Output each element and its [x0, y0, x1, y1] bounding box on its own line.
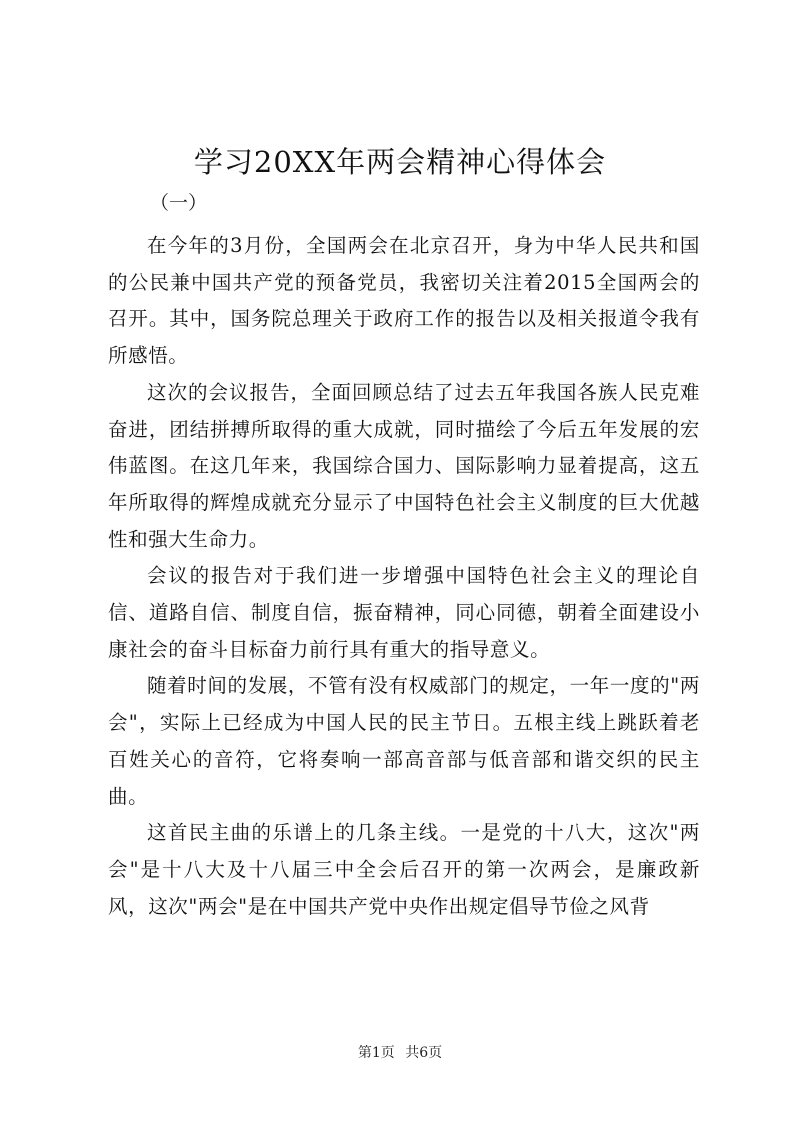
paragraph-2: 这次的会议报告，全面回顾总结了过去五年我国各族人民克难奋进，团结拼搏所取得的重大成就，同时描绘了今后五年发展的宏伟蓝图。在这几年来，我国综合国力、国际影响力显着提高，这五年所取得的辉煌成就充分显示了中国特色社会主义制度的巨大优越性和强大生命力。 [108, 380, 700, 551]
page-total: 共6页 [405, 1045, 443, 1061]
document-title: 学习20XX年两会精神心得体会 [193, 145, 607, 179]
page-footer [0, 1043, 800, 1063]
paragraph-5: 这首民主曲的乐谱上的几条主线。一是党的十八大，这次"两会"是十八大及十八届三中全会后召开的第一次两会，是廉政新风，这次"两会"是在中国共产党中央作出规定倡导节俭之风背 [108, 821, 700, 918]
document-body [108, 228, 700, 925]
paragraph-1: 在今年的3月份，全国两会在北京召开，身为中华人民共和国的公民兼中国共产党的预备党员，我密切关注着2015全国两会的召开。其中，国务院总理关于政府工作的报告以及相关报道令我有所感悟。 [108, 234, 700, 368]
page-number: 第1页 [357, 1045, 395, 1061]
paragraph-4: 随着时间的发展，不管有没有权威部门的规定，一年一度的"两会"，实际上已经成为中国人民的民主节日。五根主线上跳跃着老百姓关心的音符，它将奏响一部高音部与低音部和谐交织的民主曲。 [108, 674, 700, 808]
section-marker: （一） [150, 192, 208, 214]
paragraph-3: 会议的报告对于我们进一步增强中国特色社会主义的理论自信、道路自信、制度自信，振奋精神，同心同德，朝着全面建设小康社会的奋斗目标奋力前行具有重大的指导意义。 [108, 564, 700, 661]
